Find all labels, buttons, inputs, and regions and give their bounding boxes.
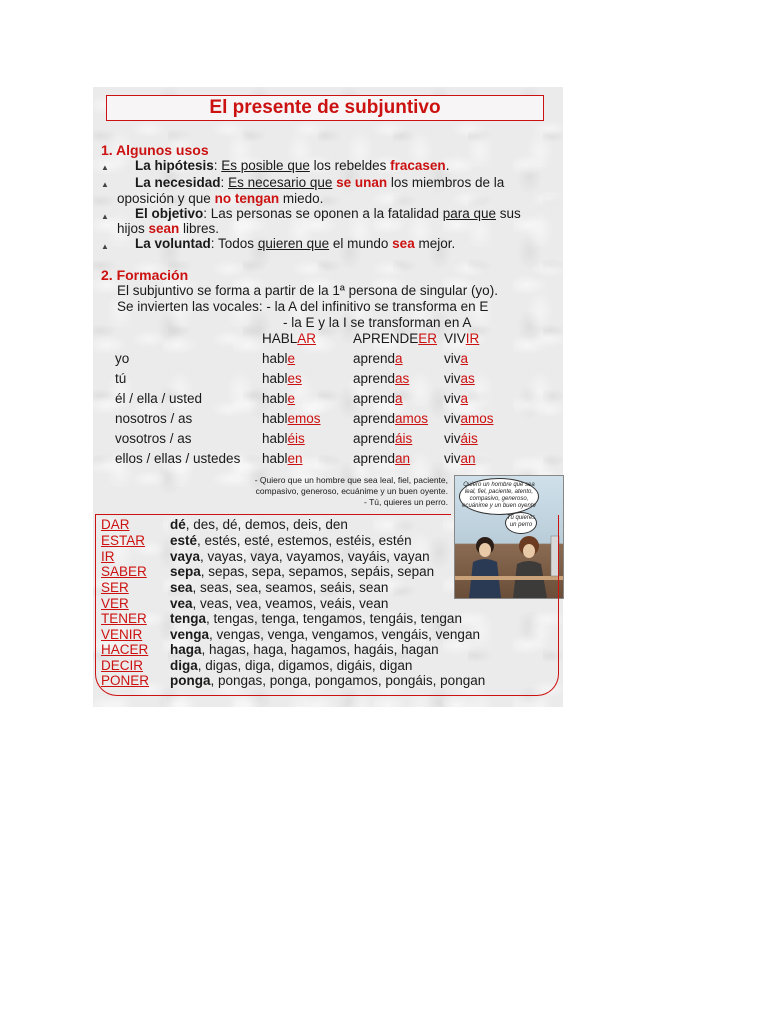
person-label: tú bbox=[115, 371, 127, 386]
irregular-verb: DAR bbox=[101, 517, 130, 532]
form-cell: vivamos bbox=[444, 411, 494, 426]
irregular-forms: venga, vengas, venga, vengamos, vengáis, vengan bbox=[170, 627, 480, 642]
form-cell: viváis bbox=[444, 431, 478, 446]
person-label: él / ella / usted bbox=[115, 391, 203, 406]
form-cell: hable bbox=[262, 351, 296, 366]
irregular-forms: dé, des, dé, demos, deis, den bbox=[170, 517, 348, 532]
irregular-forms: tenga, tengas, tenga, tengamos, tengáis, tengan bbox=[170, 611, 462, 626]
form-cell: aprendáis bbox=[353, 431, 413, 446]
usage-necessity: La necesidad: Es necesario que se unan los miembros de la bbox=[135, 175, 505, 190]
person-label: yo bbox=[115, 351, 130, 366]
bullet-icon: ▲ bbox=[101, 212, 109, 221]
irregular-verb: ESTAR bbox=[101, 533, 146, 548]
speech-bubble: Quiero un hombre que sea leal, fiel, paciente, atento, compasivo, generoso, ecuánime y un buen oyente bbox=[459, 478, 539, 515]
irregular-forms: haga, hagas, haga, hagamos, hagáis, hagan bbox=[170, 642, 439, 657]
irregular-forms: ponga, pongas, ponga, pongamos, pongáis, pongan bbox=[170, 673, 486, 688]
form-cell: hablemos bbox=[262, 411, 321, 426]
comic-caption: - Quiero que un hombre que sea leal, fiel, paciente, compasivo, generoso, ecuánime y un buen oyente. - Tú, quieres un perro. bbox=[254, 475, 448, 507]
irregular-verb: SABER bbox=[101, 564, 147, 579]
bullet-icon: ▲ bbox=[101, 163, 109, 172]
formation-line-1: El subjuntivo se forma a partir de la 1ª persona de singular (yo). bbox=[117, 283, 498, 298]
form-cell: aprendamos bbox=[353, 411, 429, 426]
person-label: ellos / ellas / ustedes bbox=[115, 451, 241, 466]
section-1-heading: 1. Algunos usos bbox=[101, 142, 209, 158]
form-cell: aprendan bbox=[353, 451, 411, 466]
form-cell: hables bbox=[262, 371, 302, 386]
usage-objective-cont: hijos sean libres. bbox=[117, 221, 220, 236]
irregular-verb: PONER bbox=[101, 673, 150, 688]
form-cell: aprenda bbox=[353, 351, 403, 366]
irregular-verb: HACER bbox=[101, 642, 149, 657]
irregular-forms: sea, seas, sea, seamos, seáis, sean bbox=[170, 580, 389, 595]
worksheet bbox=[93, 87, 563, 707]
irregular-forms: sepa, sepas, sepa, sepamos, sepáis, sepan bbox=[170, 564, 435, 579]
irregular-verb: TENER bbox=[101, 611, 147, 626]
form-cell: aprenda bbox=[353, 391, 403, 406]
person-label: nosotros / as bbox=[115, 411, 193, 426]
header-aprender: APRENDEER bbox=[353, 331, 438, 346]
speech-bubble: Tú quieres un perro bbox=[505, 512, 537, 534]
bullet-icon: ▲ bbox=[101, 180, 109, 189]
form-cell: viva bbox=[444, 391, 469, 406]
page-title: El presente de subjuntivo bbox=[106, 95, 544, 121]
form-cell: aprendas bbox=[353, 371, 410, 386]
formation-line-3: - la E y la I se transforman en A bbox=[283, 315, 472, 330]
irregular-verb: IR bbox=[101, 549, 115, 564]
usage-hypothesis: La hipótesis: Es posible que los rebeldes fracasen. bbox=[135, 158, 450, 173]
form-cell: hablen bbox=[262, 451, 303, 466]
irregular-verb: VENIR bbox=[101, 627, 143, 642]
person-label: vosotros / as bbox=[115, 431, 192, 446]
form-cell: hable bbox=[262, 391, 296, 406]
usage-will: La voluntad: Todos quieren que el mundo sea mejor. bbox=[135, 236, 456, 251]
irregular-forms: vea, veas, vea, veamos, veáis, vean bbox=[170, 596, 389, 611]
irregular-verb: SER bbox=[101, 580, 129, 595]
section-2-heading: 2. Formación bbox=[101, 267, 189, 283]
formation-line-2: Se invierten las vocales: - la A del infinitivo se transforma en E bbox=[117, 299, 489, 314]
usage-objective: El objetivo: Las personas se oponen a la fatalidad para que sus bbox=[135, 206, 521, 221]
usage-necessity-cont: oposición y que no tengan miedo. bbox=[117, 191, 324, 206]
form-cell: habléis bbox=[262, 431, 305, 446]
form-cell: vivas bbox=[444, 371, 475, 386]
bullet-icon: ▲ bbox=[101, 242, 109, 251]
irregular-verb: VER bbox=[101, 596, 129, 611]
irregular-forms: diga, digas, diga, digamos, digáis, digan bbox=[170, 658, 413, 673]
irregular-forms: esté, estés, esté, estemos, estéis, estén bbox=[170, 533, 412, 548]
header-hablar: HABLAR bbox=[262, 331, 317, 346]
irregular-forms: vaya, vayas, vaya, vayamos, vayáis, vayan bbox=[170, 549, 430, 564]
form-cell: vivan bbox=[444, 451, 476, 466]
header-vivir: VIVIR bbox=[444, 331, 480, 346]
form-cell: viva bbox=[444, 351, 469, 366]
irregular-verb: DECIR bbox=[101, 658, 144, 673]
